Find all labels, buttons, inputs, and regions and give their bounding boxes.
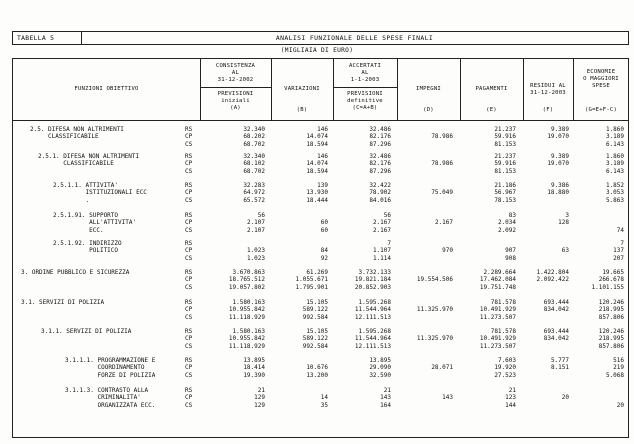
row-cell-e: 21.237 59.916 81.153 <box>494 153 516 175</box>
row-cell-f: 63 <box>561 247 569 255</box>
row-cell-a: 32.283 64.972 65.572 <box>243 182 265 204</box>
row-cell-a: 13.895 18.414 19.390 <box>243 357 265 379</box>
row-cell-types: RS CP CS <box>185 357 193 379</box>
row-cell-f: 3 128 <box>558 212 569 227</box>
col-residui-code: (F) <box>542 107 554 113</box>
row-cell-f: 693.444 834.042 <box>543 328 569 343</box>
row-function-label: 3.1.1.3. CONTRASTO ALLA CRIMINALITA' ORGANIZZATA ECC. <box>65 387 156 409</box>
col-economie-header: ECONOMIE O MAGGIORI SPESE <box>583 69 619 89</box>
data-table <box>12 58 629 438</box>
row-cell-e: 21.186 56.967 78.153 <box>494 182 516 204</box>
row-cell-types: RS CP CS <box>185 387 193 409</box>
row-cell-f: 1.422.804 2.092.422 <box>536 269 569 284</box>
row-cell-f: 693.444 834.042 <box>543 299 569 314</box>
row-cell-a: 32.340 68.102 68.702 <box>243 153 265 175</box>
row-cell-c: 32.486 82.176 87.296 <box>369 153 391 175</box>
row-cell-c: 3.732.133 19.821.184 20.852.903 <box>354 269 391 291</box>
row-cell-c: 1.595.268 11.544.964 12.111.513 <box>354 328 391 350</box>
row-function-label: 2.5.1.92. INDIRIZZO POLITICO <box>53 240 122 255</box>
row-cell-g: 1.860 3.189 6.143 <box>605 153 624 175</box>
row-cell-f: 9.386 18.880 <box>547 182 569 197</box>
row-cell-e: 83 2.034 2.092 <box>497 212 516 234</box>
row-cell-d: 78.986 <box>431 160 453 168</box>
row-cell-c: 1.595.268 11.544.964 12.111.513 <box>354 299 391 321</box>
table-label: TABELLA 5 <box>17 34 55 42</box>
row-cell-a: 1.580.163 10.955.842 11.118.929 <box>228 328 265 350</box>
row-cell-types: RS CP CS <box>185 240 193 262</box>
row-cell-b: 146 14.074 18.594 <box>306 153 328 175</box>
row-function-label: 3. ORDINE PUBBLICO E SICUREZZA <box>21 269 130 276</box>
row-cell-e: 21 123 144 <box>505 387 516 409</box>
row-cell-g: 1.860 3.189 6.143 <box>605 126 624 148</box>
row-function-label: 3.1.1.1. PROGRAMMAZIONE E COORDINAMENTO FORZE DI POLIZIA <box>65 357 156 379</box>
row-cell-b: 60 60 <box>320 219 328 234</box>
row-cell-f: 5.777 8.151 <box>550 357 569 372</box>
row-cell-types: RS CP CS <box>185 269 193 291</box>
row-function-label: 2.5.1.91. SUPPORTO ALL'ATTIVITA' ECC. <box>53 212 137 234</box>
row-cell-types: RS CP CS <box>185 153 193 175</box>
row-cell-d: 78.986 <box>431 133 453 141</box>
row-cell-b: 15.105 589.122 992.584 <box>302 328 328 350</box>
col-impegni-header: IMPEGNI <box>416 86 441 92</box>
row-cell-d: 2.167 <box>434 219 453 227</box>
row-cell-types: RS CP CS <box>185 126 193 148</box>
row-cell-g: 7 137 207 <box>613 240 624 262</box>
row-cell-e: 21.237 59.916 81.153 <box>494 126 516 148</box>
header-rule <box>200 87 271 88</box>
col-previsioni-iniziali-header: PREVISIONI iniziali (A) <box>217 91 254 111</box>
row-cell-d: 143 <box>442 394 453 402</box>
row-cell-types: RS CP CS <box>185 212 193 234</box>
row-cell-c: 32.422 78.902 84.016 <box>369 182 391 204</box>
col-accertati-header: ACCERTATI AL 1-1-2003 <box>348 63 382 83</box>
row-function-label: 2.5.1.1. ATTIVITA' ISTITUZIONALI ECC . <box>53 182 147 204</box>
row-cell-e: 781.578 10.491.929 11.273.507 <box>479 299 516 321</box>
col-residui-header: RESIDUI AL 31-12-2003 <box>530 83 566 96</box>
row-cell-f: 9.389 19.070 <box>547 153 569 168</box>
row-cell-g: 516 219 5.068 <box>605 357 624 379</box>
row-cell-d: 11.325.970 <box>416 335 453 343</box>
row-cell-b: 84 92 <box>320 247 328 262</box>
col-consistenza-header: CONSISTENZA AL 31-12-2002 <box>215 63 256 83</box>
row-cell-c: 7 1.107 1.114 <box>372 240 391 262</box>
row-cell-g: 120.246 218.995 857.806 <box>598 328 624 350</box>
col-impegni-code: (D) <box>423 107 434 113</box>
row-cell-g: 20 <box>616 401 624 409</box>
row-cell-g: 120.246 218.995 857.806 <box>598 299 624 321</box>
row-cell-g: 74 <box>616 226 624 234</box>
units-caption: (MIGLIAIA DI EURO) <box>280 47 354 54</box>
table-title: ANALISI FUNZIONALE DELLE SPESE FINALI <box>275 34 434 42</box>
col-economie-code: (G=E+F-C) <box>584 107 618 113</box>
row-cell-g: 19.665 266.678 1.101.155 <box>591 269 624 291</box>
row-cell-d: 19.554.506 <box>416 276 453 284</box>
row-cell-types: RS CP CS <box>185 328 193 350</box>
row-cell-a: 1.580.163 10.955.842 11.118.929 <box>228 299 265 321</box>
row-cell-a: 3.670.863 18.765.512 19.057.802 <box>228 269 265 291</box>
row-cell-e: 2.289.664 17.462.084 19.751.748 <box>479 269 516 291</box>
col-pagamenti-code: (E) <box>486 107 497 113</box>
row-cell-f: 20 <box>561 394 569 402</box>
row-function-label: 2.5. DIFESA NON ALTRIMENTI CLASSIFICABILE <box>30 126 124 141</box>
row-cell-g: 1.852 3.053 5.863 <box>605 182 624 204</box>
row-cell-a: 1.023 1.023 <box>246 247 265 262</box>
col-variazioni-header: VARIAZIONI <box>284 86 320 92</box>
row-cell-b: 14 35 <box>320 394 328 409</box>
row-cell-c: 32.486 82.176 87.296 <box>369 126 391 148</box>
row-function-label: 3.1.1. SERVIZI DI POLIZIA <box>41 328 132 335</box>
row-cell-types: RS CP CS <box>185 299 193 321</box>
row-cell-b: 146 14.074 18.594 <box>306 126 328 148</box>
col-previsioni-definitive-header: PREVISIONI definitive (C=A+B) <box>347 91 383 111</box>
row-cell-b: 15.105 589.122 992.584 <box>302 299 328 321</box>
row-cell-b: 61.269 1.055.671 1.795.901 <box>295 269 328 291</box>
row-cell-b: 139 13.930 18.444 <box>306 182 328 204</box>
row-cell-a: 56 2.107 2.107 <box>246 212 265 234</box>
row-cell-b: 10.676 13.200 <box>306 364 328 379</box>
row-cell-d: 11.325.970 <box>416 306 453 314</box>
row-cell-d: 970 <box>442 247 453 255</box>
table-header-bar <box>12 31 629 45</box>
row-cell-f: 9.389 19.070 <box>547 126 569 141</box>
row-function-label: 2.5.1. DIFESA NON ALTRIMENTI CLASSIFICABILE <box>38 153 140 168</box>
row-cell-c: 13.895 29.090 32.590 <box>369 357 391 379</box>
row-cell-d: 75.049 <box>431 189 453 197</box>
row-function-label: 3.1. SERVIZI DI POLIZIA <box>21 299 105 306</box>
row-cell-e: 781.578 10.491.929 11.273.507 <box>479 328 516 350</box>
row-cell-a: 21 129 129 <box>254 387 265 409</box>
row-cell-c: 56 2.167 2.167 <box>372 212 391 234</box>
row-cell-c: 21 143 164 <box>380 387 391 409</box>
row-cell-e: 907 908 <box>505 247 516 262</box>
row-cell-e: 7.603 19.920 27.523 <box>494 357 516 379</box>
header-bottom-rule <box>13 120 628 121</box>
col-variazioni-code: (B) <box>296 107 308 113</box>
col-funzioni-header: FUNZIONI OBIETTIVO <box>74 86 139 92</box>
row-cell-a: 32.340 68.202 68.702 <box>243 126 265 148</box>
col-pagamenti-header: PAGAMENTI <box>475 86 508 92</box>
row-cell-d: 28.071 <box>431 364 453 372</box>
header-rule <box>333 87 397 88</box>
row-cell-types: RS CP CS <box>185 182 193 204</box>
